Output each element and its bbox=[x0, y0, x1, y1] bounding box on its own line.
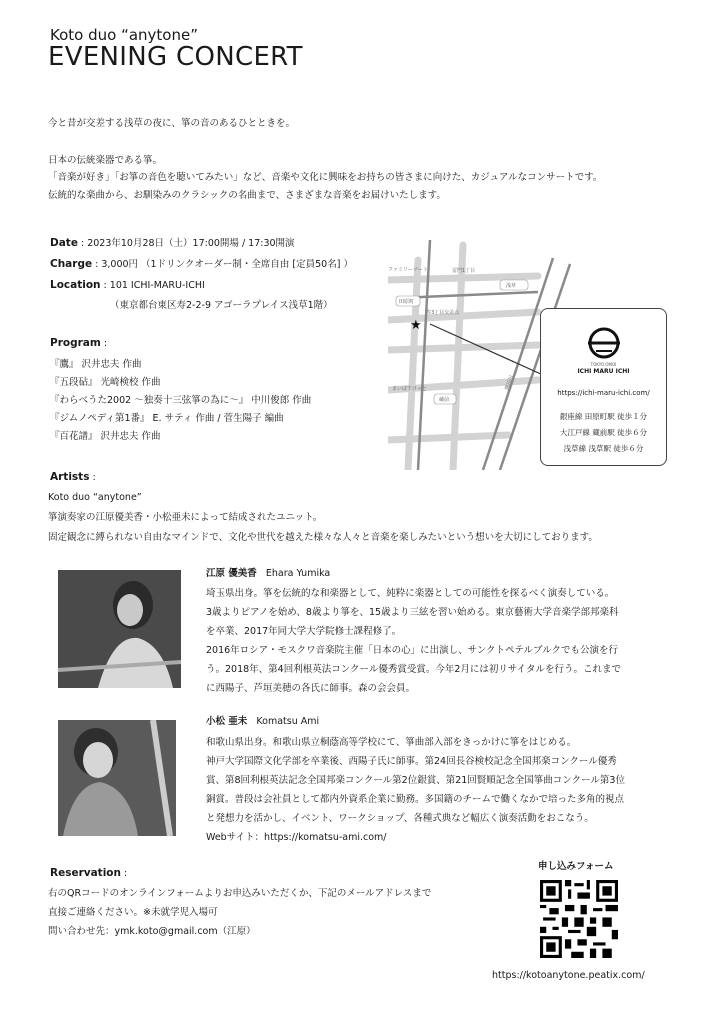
map-label: 浅草 bbox=[506, 283, 517, 289]
venue-info-card bbox=[540, 308, 667, 466]
bio-line: 2016年ロシア・モスクワ音楽院主催「日本の心」に出演し、サンクトペテルブルクでも公演を行 bbox=[206, 645, 618, 656]
date-value: : 2023年10月28日（土）17:00開場 / 17:30開演 bbox=[77, 238, 295, 249]
member-photo-image bbox=[58, 570, 181, 688]
member-name-jp: 江原 優美香 bbox=[206, 568, 257, 579]
member-photo bbox=[58, 720, 176, 836]
form-label: 申し込みフォーム bbox=[538, 861, 614, 872]
program-item: 『鷹』 沢井忠夫 作曲 bbox=[50, 359, 142, 370]
location-label: Location bbox=[50, 279, 101, 291]
bio-line: 賞、第8回利根英法記念全国邦楽コンクール第2位銀賞、第21回賢順記念全国箏曲コンクール第3位 bbox=[206, 775, 625, 786]
qr-code-icon bbox=[540, 880, 618, 958]
map-label: 隅田川 bbox=[504, 374, 516, 391]
member-bio bbox=[206, 584, 621, 698]
qr-code[interactable] bbox=[540, 880, 618, 958]
member-name-en: Ehara Yumika bbox=[265, 568, 331, 579]
intro-line1: 今と昔が交差する浅草の夜に、箏の音のあるひとときを。 bbox=[48, 118, 296, 129]
artists-colon: : bbox=[89, 472, 96, 483]
bio-line: と発想力を活かし、イベント、ワークショップ、各種式典など幅広く演奏活動をおこなう。 bbox=[206, 813, 594, 824]
map-label: 寿3丁目交差点 bbox=[426, 310, 460, 316]
artists-heading bbox=[50, 470, 96, 485]
program-colon: : bbox=[100, 338, 108, 349]
location-value: : 101 ICHI-MARU-ICHI bbox=[100, 280, 205, 291]
venue-logo-icon bbox=[586, 325, 622, 361]
program-item: 『わらべうた2002 ～独奏十三弦箏の為に～』 中川俊郎 作曲 bbox=[50, 395, 312, 406]
venue-marker-icon: ★ bbox=[410, 318, 422, 333]
map-label: 雷門1丁目 bbox=[452, 268, 476, 274]
access-map bbox=[388, 240, 670, 470]
location-address: （東京都台東区寿2-2-9 アゴーラプレイス浅草1階） bbox=[110, 300, 333, 311]
map-label: 蔵前 bbox=[439, 397, 450, 403]
access-line: 大江戸線 蔵前駅 徒歩６分 bbox=[559, 428, 648, 437]
bio-line: 和歌山県出身。和歌山県立桐蔭高等学校にて、箏曲部入部をきっかけに箏をはじめる。 bbox=[206, 737, 577, 748]
program-item: 『百花譜』 沢井忠夫 作曲 bbox=[50, 431, 161, 442]
group-desc: 箏演奏家の江原優美香・小松亜未によって結成されたユニット。 bbox=[48, 512, 323, 523]
venue-logo-name: ICHI MARU ICHI bbox=[577, 368, 630, 375]
charge-row bbox=[50, 257, 353, 272]
access-line: 浅草線 浅草駅 徒歩６分 bbox=[563, 444, 644, 453]
page-title: EVENING CONCERT bbox=[48, 42, 303, 72]
reservation-heading bbox=[50, 866, 127, 881]
location-row bbox=[50, 278, 205, 293]
member-name-en: Komatsu Ami bbox=[256, 716, 320, 727]
header-subtitle: Koto duo “anytone” bbox=[50, 26, 198, 44]
member-photo bbox=[58, 570, 181, 688]
artists-label: Artists bbox=[50, 471, 90, 483]
program-item: 『五段砧』 光崎検校 作曲 bbox=[50, 377, 161, 388]
group-desc: 固定観念に縛られない自由なマインドで、文化や世代を越えた様々な人々と音楽を楽しみたいという想いを大切にしております。 bbox=[48, 532, 598, 543]
reservation-label: Reservation bbox=[50, 867, 121, 879]
charge-label: Charge bbox=[50, 258, 93, 270]
map-label: まいばすけっと bbox=[392, 386, 428, 392]
intro-line3: 「音楽が好き」「お箏の音色を聴いてみたい」など、音楽や文化に興味をお持ちの皆さまに向けた、カジュアルなコンサートです。 bbox=[48, 172, 603, 183]
intro-line2: 日本の伝統楽器である箏。 bbox=[48, 155, 163, 166]
map-label: 田原町 bbox=[399, 299, 415, 305]
reservation-text: 右のQRコードのオンラインフォームよりお申込みいただくか、下記のメールアドレスまで bbox=[48, 888, 432, 899]
program-heading bbox=[50, 336, 107, 351]
program-label: Program bbox=[50, 337, 101, 349]
access-line: 銀座線 田原町駅 徒歩１分 bbox=[559, 412, 648, 421]
bio-line: に西陽子、芦垣美穂の各氏に師事。森の会会員。 bbox=[206, 683, 416, 694]
member-name-jp: 小松 亜未 bbox=[206, 716, 248, 727]
member-name-row bbox=[206, 714, 319, 729]
bio-line: 3歳よりピアノを始め、8歳より箏を、15歳より三絃を習い始める。東京藝術大学音楽学部邦楽科 bbox=[206, 607, 619, 618]
venue-url[interactable]: https://ichi-maru-ichi.com/ bbox=[557, 389, 650, 397]
program-item: 『ジムノペディ第1番』 E. サティ 作曲 / 菅生陽子 編曲 bbox=[50, 413, 284, 424]
reservation-text: 直接ご連絡ください。※未就学児入場可 bbox=[48, 907, 218, 918]
member-website-link[interactable]: Webサイト：https://komatsu-ami.com/ bbox=[206, 832, 387, 843]
group-name: Koto duo “anytone” bbox=[48, 492, 142, 503]
form-url-link[interactable]: https://kotoanytone.peatix.com/ bbox=[492, 970, 645, 981]
map-label: ファミリーマート bbox=[388, 267, 428, 273]
bio-line: う。2018年、第4回利根英法コンクール優秀賞受賞。今年2月には初リサイタルを行う。これまで bbox=[206, 664, 622, 675]
member-photo-image bbox=[58, 720, 176, 836]
intro-line4: 伝統的な楽曲から、お馴染みのクラシックの名曲まで、さまざまな音楽をお届けいたします。 bbox=[48, 190, 446, 201]
charge-value: : 3,000円 （1ドリンクオーダー制・全席自由 [定員50名] ） bbox=[92, 259, 353, 270]
member-bio bbox=[206, 733, 625, 847]
bio-line: を卒業、2017年同大学大学院修士課程修了。 bbox=[206, 626, 402, 637]
reservation-colon: : bbox=[121, 868, 128, 879]
bio-line: 埼玉県出身。箏を伝統的な和楽器として、純粋に楽器としての可能性を探るべく演奏している。 bbox=[206, 588, 615, 599]
date-label: Date bbox=[50, 237, 78, 249]
venue-access bbox=[541, 409, 666, 457]
venue-logo-small: TOKYO OMOI bbox=[590, 362, 617, 367]
bio-line: 神戸大学国際文化学部を卒業後、西陽子氏に師事。第24回長谷検校記念全国邦楽コンクール優秀 bbox=[206, 756, 617, 767]
bio-line: 銅賞。普段は会社員として都内外資系企業に勤務。多国籍のチームで働くなかで培った多角的視点 bbox=[206, 794, 625, 805]
reservation-contact[interactable]: 問い合わせ先：ymk.koto@gmail.com（江原） bbox=[48, 926, 256, 937]
member-name-row bbox=[206, 566, 330, 581]
date-row bbox=[50, 236, 295, 251]
